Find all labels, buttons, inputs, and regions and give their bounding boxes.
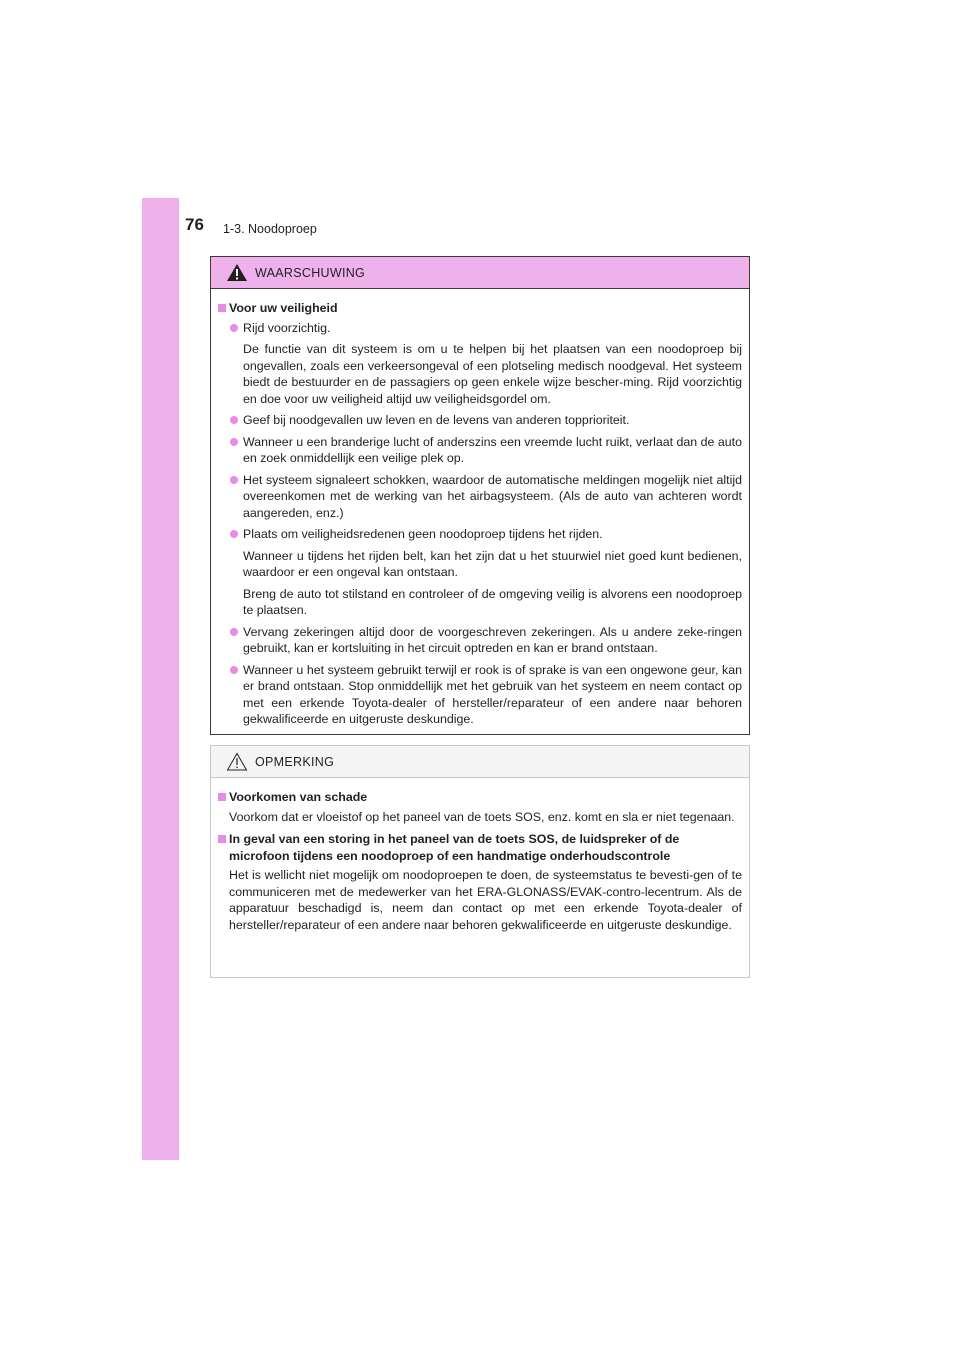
notice-heading: In geval van een storing in het paneel van de toets SOS, de luidspreker of de microfoon tijdens een noodoproep of een handmatige onderhoudscontrole	[218, 831, 742, 864]
list-item: Rijd voorzichtig.	[218, 320, 742, 337]
list-item: Wanneer u een branderige lucht of anderszins een vreemde lucht ruikt, verlaat dan de auto en zoek onmiddellijk een veilige plek op.	[218, 434, 742, 467]
notice-heading: Voorkomen van schade	[218, 789, 742, 806]
square-bullet-icon	[218, 793, 226, 801]
round-bullet-icon	[230, 628, 238, 636]
square-bullet-icon	[218, 835, 226, 843]
notice-title: OPMERKING	[255, 754, 335, 769]
paragraph: De functie van dit systeem is om u te helpen bij het plaatsen van een noodoproep bij ongevallen, zoals een verkeersongeval of een plotseling medisch noodgeval. Het systeem biedt de bestuurder en de passagiers op geen enkele wijze bescher-ming. Rijd voorzichtig en doe voor uw veiligheid altijd uw veiligheidsgordel om.	[243, 342, 742, 406]
warning-title: WAARSCHUWING	[255, 265, 366, 280]
warning-triangle-icon	[226, 263, 248, 282]
caution-triangle-icon	[226, 752, 248, 771]
notice-header	[211, 746, 749, 778]
list-item: Plaats om veiligheidsredenen geen noodoproep tijdens het rijden.	[218, 526, 742, 543]
paragraph: Voorkom dat er vloeistof op het paneel van de toets SOS, enz. komt en sla er niet tegenaan.	[229, 809, 735, 824]
notice-box	[210, 745, 750, 978]
warning-body	[211, 289, 749, 728]
round-bullet-icon	[230, 324, 238, 332]
section-title: 1-3. Noodoproep	[223, 222, 317, 236]
round-bullet-icon	[230, 438, 238, 446]
round-bullet-icon	[230, 530, 238, 538]
paragraph: Het is wellicht niet mogelijk om noodoproepen te doen, de systeemstatus te bevesti-gen of te communiceren met de medewerker van het ERA-GLONASS/EVAK-contro-lecentrum. Als de apparatuur beschadigd is, neem dan contact op met een erkende Toyota-dealer of hersteller/reparateur of een andere naar behoren gekwalificeerde en uitgeruste deskundige.	[229, 868, 742, 932]
list-item: Het systeem signaleert schokken, waardoor de automatische meldingen mogelijk niet altijd overeenkomen met de werking van het airbagsysteem. (Als de auto van achteren wordt aangereden, enz.)	[218, 472, 742, 522]
round-bullet-icon	[230, 476, 238, 484]
list-item: Vervang zekeringen altijd door de voorgeschreven zekeringen. Als u andere zeke-ringen gebruikt, kan er kortsluiting in het circuit optreden en kan er brand ontstaan.	[218, 624, 742, 657]
list-item: Geef bij noodgevallen uw leven en de levens van anderen topprioriteit.	[218, 412, 742, 429]
list-item: Wanneer u het systeem gebruikt terwijl er rook is of sprake is van een ongewone geur, kan er brand ontstaan. Stop onmiddellijk met het gebruik van het systeem en neem contact op met een erkende Toyota-dealer of hersteller/reparateur of een andere naar behoren gekwalificeerde en uitgeruste deskundige.	[218, 662, 742, 728]
round-bullet-icon	[230, 416, 238, 424]
paragraph: Wanneer u tijdens het rijden belt, kan het zijn dat u het stuurwiel niet goed kunt bedienen, waardoor er een ongeval kan ontstaan.	[243, 548, 742, 579]
square-bullet-icon	[218, 304, 226, 312]
notice-body	[211, 778, 749, 933]
warning-header	[211, 257, 749, 289]
page-number: 76	[185, 215, 204, 234]
sidebar-tab	[142, 198, 179, 1160]
warning-box	[210, 256, 750, 735]
round-bullet-icon	[230, 666, 238, 674]
paragraph: Breng de auto tot stilstand en controleer of de omgeving veilig is alvorens een noodoproep te plaatsen.	[243, 586, 742, 617]
warning-heading: Voor uw veiligheid	[218, 300, 742, 317]
